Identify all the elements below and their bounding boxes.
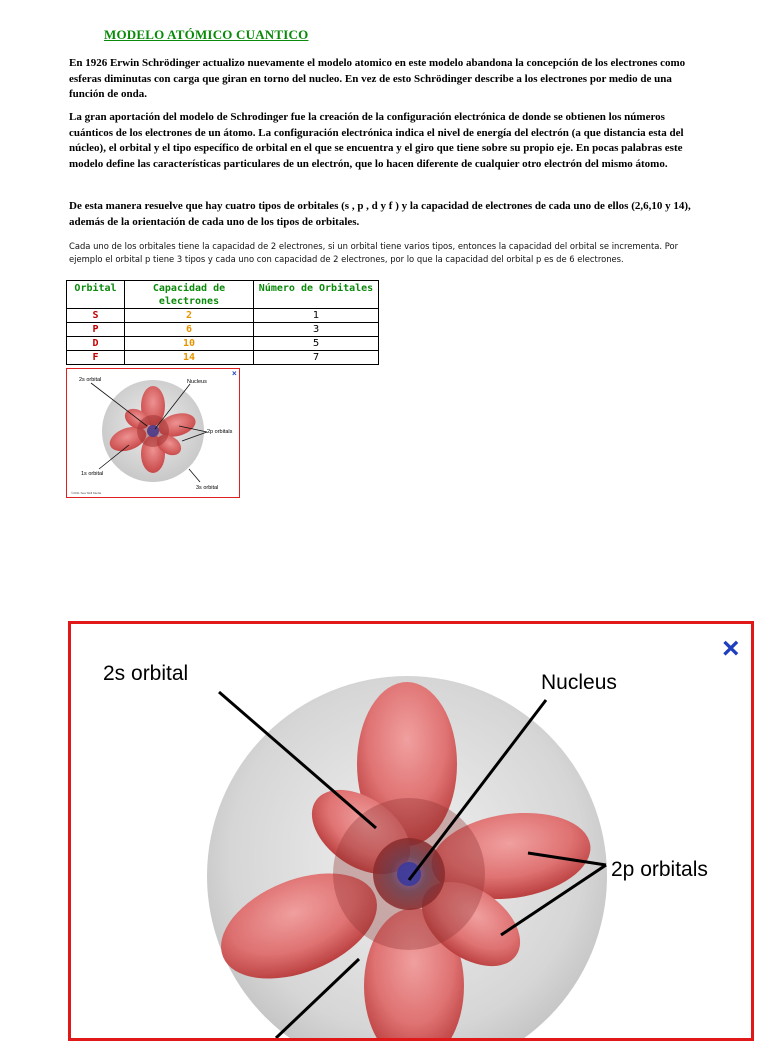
table-row: [67, 351, 379, 365]
nucleus: [397, 862, 421, 886]
cell-count: 1: [254, 309, 379, 323]
figure-credit: ©2011 Sea Skill Media: [71, 491, 102, 495]
cell-orbital: D: [67, 337, 125, 351]
label-2p-orbitals: 2p orbitals: [207, 429, 233, 435]
page-title: MODELO ATÓMICO CUANTICO: [104, 27, 309, 42]
cell-capacity: 6: [125, 323, 254, 337]
cell-capacity: 14: [125, 351, 254, 365]
table-header-row: [67, 281, 379, 309]
table-row: [67, 309, 379, 323]
atom-diagram-large: [71, 624, 751, 1038]
column-header-count: Número de Orbitales: [254, 281, 379, 309]
cell-capacity: 2: [125, 309, 254, 323]
close-icon[interactable]: ×: [232, 369, 237, 378]
column-header-capacity: Capacidad de electrones: [125, 281, 254, 309]
label-nucleus: Nucleus: [541, 671, 617, 694]
atom-diagram-small: [67, 369, 239, 497]
label-3s-orbital: 3s orbital: [196, 485, 219, 491]
cell-orbital: P: [67, 323, 125, 337]
table-row: [67, 337, 379, 351]
cell-orbital: F: [67, 351, 125, 365]
label-nucleus: Nucleus: [187, 379, 207, 385]
close-icon[interactable]: ×: [722, 632, 740, 665]
cell-count: 5: [254, 337, 379, 351]
paragraph-intro: En 1926 Erwin Schrödinger actualizo nuevamente el modelo atomico en este modelo abandona la concepción de los electrones como esferas diminutas con carga que giran en torno del nucleo. En vez de esto Schrödinger describe a los electrones por medio de una función de onda.: [69, 57, 686, 100]
orbital-table: [66, 280, 379, 365]
paragraph-configuration: La gran aportación del modelo de Schrodinger fue la creación de la configuración electrónica de donde se obtienen los números cuánticos de los electrones de un átomo. La configuración electrónica indica el nivel de energía del electrón (a que distancia esta del núcleo), el orbital y el tipo específico de orbital en el que se encuentra y el giro que tiene sobre su propio eje. En pocas palabras este modelo define las características particulares de un electrón, que lo hacen diferente de cualquier otro electrón del mismo átomo.: [69, 111, 684, 170]
cell-count: 3: [254, 323, 379, 337]
label-2s-orbital: 2s orbital: [79, 377, 102, 383]
label-1s-orbital: 1s orbital: [81, 471, 104, 477]
column-header-orbital: Orbital: [67, 281, 125, 309]
table-row: [67, 323, 379, 337]
paragraph-capacity-note: Cada uno de los orbitales tiene la capacidad de 2 electrones, si un orbital tiene varios tipos, entonces la capacidad del orbital se incrementa. Por ejemplo el orbital p tiene 3 tipos y cada uno con capacidad de 2 electrones, por lo que la capacidad del orbital p es de 6 electrones.: [69, 241, 679, 264]
label-2p-orbitals: 2p orbitals: [611, 858, 708, 881]
cell-count: 7: [254, 351, 379, 365]
paragraph-orbital-types: De esta manera resuelve que hay cuatro tipos de orbitales (s , p , d y f ) y la capacidad de electrones de cada uno de ellos (2,6,10 y 14), además de la orientación de cada uno de los tipos de orbitales.: [69, 200, 691, 228]
cell-capacity: 10: [125, 337, 254, 351]
label-2s-orbital: 2s orbital: [103, 662, 189, 685]
atom-figure-large: [68, 621, 754, 1041]
atom-figure-small: [66, 368, 240, 498]
cell-orbital: S: [67, 309, 125, 323]
